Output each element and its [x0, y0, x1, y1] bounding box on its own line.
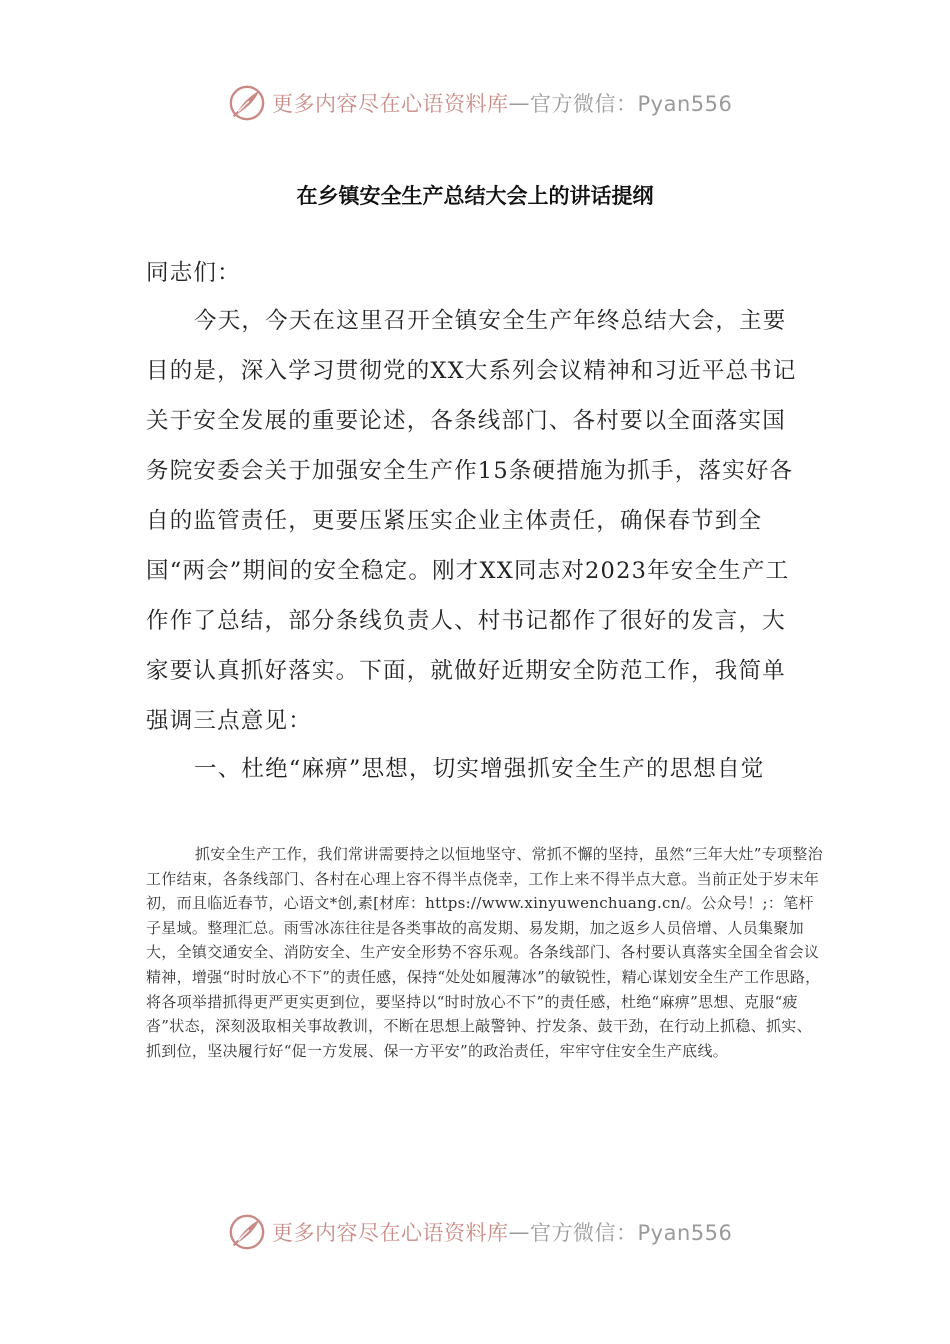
watermark-brand: 更多内容尽在心语资料库: [272, 92, 509, 116]
watermark-contact: 官方微信：Pyan556: [530, 1221, 733, 1245]
document-title: 在乡镇安全生产总结大会上的讲话提纲: [296, 184, 654, 208]
section-heading-1-text: 一、杜绝“麻痹”思想，切实增强抓安全生产的思想自觉: [194, 756, 765, 782]
intro-paragraph: [146, 296, 806, 746]
salutation: [146, 248, 806, 298]
section-heading-1: [146, 744, 806, 794]
intro-text: 今天，今天在这里召开全镇安全生产年终总结大会，主要目的是，深入学习贯彻党的XX大系列会议精神和习近平总书记关于安全发展的重要论述，各条线部门、各村要以全面落实国务院安委会关于加强安全生产作15条硬措施为抓手，落实好各自的监管责任，更要压紧压实企业主体责任，确保春节到全国“两会”期间的安全稳定。刚才XX同志对2023年安全生产工作作了总结，部分条线负责人、村书记都作了很好的发言，大家要认真抓好落实。下面，就做好近期安全防范工作，我简单强调三点意见：: [146, 308, 797, 734]
watermark-brand: 更多内容尽在心语资料库: [272, 1221, 509, 1245]
section-1-body: 抓安全生产工作，我们常讲需要持之以恒地坚守、常抓不懈的坚持，虽然“三年大灶”专项整治工作结束，各条线部门、各村在心理上容不得半点侥幸，工作上来不得半点大意。当前正处于岁末年初，而且临近春节，心语文*创,素[材库：https://www.xinyuwenchuang.cn/。公众号！;：笔杆子星域。整理汇总。雨雪冰冻往往是各类事故的高发期、易发期，加之返乡人员倍增、人员集聚加大，全镇交通安全、消防安全、生产安全形势不容乐观。各条线部门、各村要认真落实全国全省会议精神，增强“时时放心不下”的责任感，保持“处处如履薄冰”的敏锐性，精心谋划安全生产工作思路，将各项举措抓得更严更实更到位，要坚持以“时时放心不下”的责任感，杜绝“麻痹”思想、克服“疲沓”状态，深刻汲取相关事故教训，不断在思想上敲警钟、拧发条、鼓干劲，在行动上抓稳、抓实、抓到位，坚决履行好“促一方发展、保一方平安”的政治责任，牢牢守住安全生产底线。: [146, 845, 823, 1060]
watermark-contact: 官方微信：Pyan556: [530, 92, 733, 116]
watermark-separator: —: [508, 91, 530, 115]
footer-watermark: [228, 1212, 732, 1252]
header-watermark: [228, 83, 732, 123]
quill-pen-icon: [228, 84, 266, 122]
quill-pen-icon: [228, 1213, 266, 1251]
salutation-text: 同志们：: [146, 260, 241, 286]
watermark-separator: —: [508, 1220, 530, 1244]
